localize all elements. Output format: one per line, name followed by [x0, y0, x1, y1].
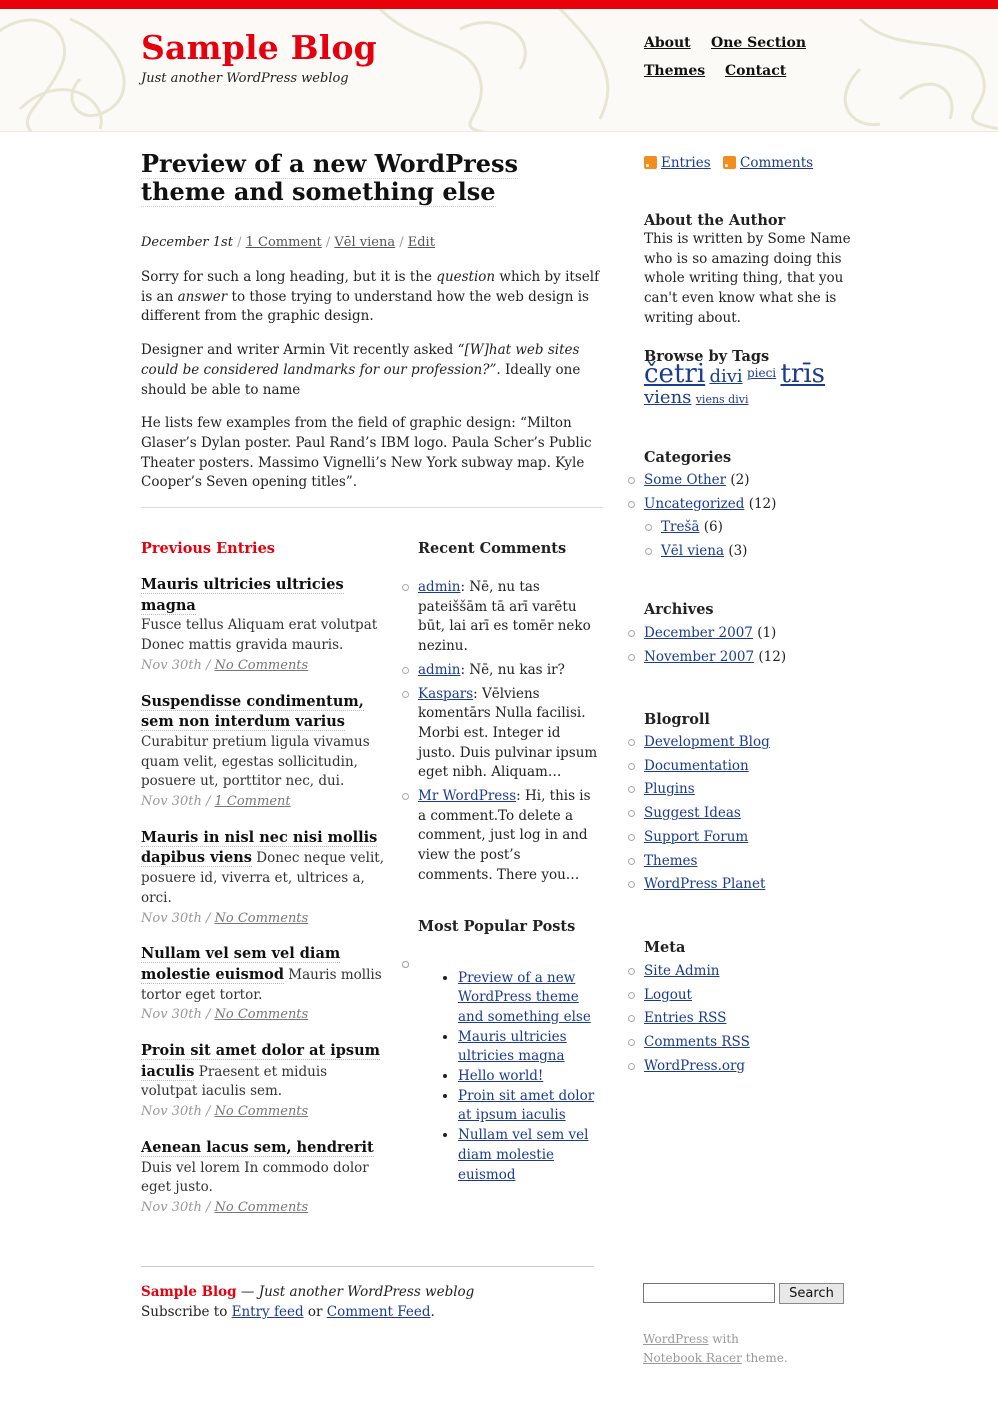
popular-post-link[interactable]: Mauris ultricies ultricies magna	[458, 1028, 567, 1065]
recent-comment	[418, 685, 598, 784]
post	[141, 150, 603, 206]
archive-link[interactable]: November 2007	[644, 648, 755, 665]
entry-feed-link[interactable]: Entry feed	[231, 1304, 304, 1320]
entry-excerpt: Curabitur pretium ligula vivamus quam velit, egestas sollicitudin, posuere ut, porttitor nec, dui.	[141, 733, 370, 790]
categories-list	[644, 471, 864, 566]
category-item: Vēl viena (3)	[644, 542, 864, 562]
previous-entry	[141, 1138, 385, 1218]
entry-date: Nov 30th	[141, 1199, 202, 1215]
meta-list	[644, 962, 864, 1081]
tag-link[interactable]: četri	[644, 359, 706, 389]
post-paragraph: He lists few examples from the field of graphic design: “Milton Glaser’s Dylan poster. Paul Rand’s IBM logo. Paula Scher’s Public Theater posters. Massimo Vignelli’s New York subway map. Kyle Cooper’s Seven opening titles”.	[141, 415, 592, 491]
post-date: December 1st	[141, 235, 233, 250]
archive-item: December 2007 (1)	[644, 624, 864, 644]
entry-comments-link[interactable]: 1 Comment	[214, 794, 291, 810]
comment-author-link[interactable]: admin	[418, 661, 461, 678]
footer-divider	[141, 1266, 594, 1267]
post-content	[141, 268, 603, 507]
blogroll-link[interactable]: Plugins	[644, 781, 695, 798]
entry-excerpt: Donec neque velit, posuere id, viverra et, ultrices a, orci.	[141, 850, 385, 906]
post-paragraph: Designer and writer Armin Vit recently asked “[W]hat web sites could be considered landmarks for our profession?”. Ideally one should be able to name	[141, 342, 581, 398]
nav-themes[interactable]: Themes	[644, 63, 706, 79]
entry-title-link[interactable]: Mauris ultricies ultricies magna	[141, 576, 344, 614]
tag-link[interactable]: trīs	[780, 359, 825, 389]
post-meta: December 1st / 1 Comment / Vēl viena / Edit	[141, 235, 435, 250]
archive-link[interactable]: December 2007	[644, 625, 753, 641]
blogroll-item	[644, 757, 864, 777]
archive-item: November 2007 (12)	[644, 648, 864, 668]
comment-feed-link[interactable]: Comment Feed	[326, 1304, 431, 1320]
popular-post-link[interactable]: Preview of a new WordPress theme and something else	[458, 969, 591, 1025]
tag-link[interactable]: pieci	[746, 366, 777, 380]
popular-posts-list	[418, 955, 598, 1199]
entry-title-link[interactable]: Suspendisse condimentum, sem non interdum varius	[141, 692, 364, 731]
entry-meta: Nov 30th / No Comments	[141, 1199, 309, 1215]
search-button[interactable]: Search	[779, 1283, 844, 1304]
tag-cloud	[644, 359, 844, 409]
entry-comments-link[interactable]: No Comments	[214, 910, 309, 926]
popular-post	[458, 1126, 598, 1185]
entry-comments-link[interactable]: No Comments	[214, 1199, 309, 1215]
recent-comments-list	[418, 578, 598, 890]
entry-date: Nov 30th	[141, 794, 202, 810]
archives-list	[644, 624, 864, 671]
blogroll-link[interactable]: Documentation	[644, 757, 749, 774]
blogroll-link[interactable]: Support Forum	[644, 828, 749, 845]
comment-text: : Vēlviens komentārs Nulla facilisi. Morbi est. Integer id justo. Duis pulvinar ipsum eget nibh. Aliquam…	[418, 685, 598, 781]
comments-feed-link[interactable]: Comments	[740, 155, 814, 171]
tags-heading: Browse by Tags	[644, 347, 770, 365]
meta-link[interactable]: Comments RSS	[644, 1034, 750, 1051]
blogroll-item	[644, 852, 864, 872]
nav-one-section[interactable]: One Section	[711, 35, 806, 51]
blogroll-link[interactable]: Development Blog	[644, 734, 770, 750]
comment-text: : Nē, nu tas pateiššām tā arī varētu būt, lai arī es tomēr neko nezinu.	[418, 579, 591, 655]
popular-posts-heading: Most Popular Posts	[418, 918, 576, 935]
previous-entries-list	[141, 575, 385, 1234]
category-link[interactable]: Vēl viena	[661, 543, 725, 560]
blogroll-item	[644, 828, 864, 848]
category-item: Uncategorized (12)	[644, 495, 864, 515]
entry-comments-link[interactable]: No Comments	[214, 1007, 309, 1023]
entry-comments-link[interactable]: No Comments	[214, 1104, 309, 1120]
meta-link[interactable]: Site Admin	[644, 963, 720, 979]
previous-entry	[141, 1041, 385, 1122]
meta-link[interactable]: Logout	[644, 986, 692, 1003]
entry-title-link[interactable]: Nullam vel sem vel diam molestie euismod	[141, 945, 341, 983]
top-red-bar	[0, 0, 998, 9]
entry-title-link[interactable]: Aenean lacus sem, hendrerit	[141, 1138, 374, 1156]
blogroll-list	[644, 733, 864, 899]
footer-blog-name: Sample Blog	[141, 1284, 237, 1300]
popular-post	[458, 969, 598, 1028]
header	[0, 9, 998, 132]
tag-link[interactable]: viens	[644, 387, 692, 408]
entry-date: Nov 30th	[141, 1104, 202, 1120]
comment-author-link[interactable]: Mr WordPress	[418, 788, 517, 805]
entries-feed[interactable]	[644, 155, 711, 171]
previous-entry	[141, 575, 385, 676]
archives-heading: Archives	[644, 600, 714, 618]
entry-comments-link[interactable]: No Comments	[214, 657, 309, 673]
divider	[141, 507, 603, 508]
entry-excerpt: Duis vel lorem In commodo dolor eget justo.	[141, 1159, 369, 1196]
meta-item	[644, 1033, 864, 1053]
entry-excerpt: Fusce tellus Aliquam erat volutpat Donec mattis gravida mauris.	[141, 617, 378, 654]
rss-icon	[723, 156, 736, 169]
entry-excerpt: Mauris mollis tortor eget tortor.	[141, 966, 382, 1003]
entry-date: Nov 30th	[141, 1007, 202, 1023]
meta-item	[644, 1009, 864, 1029]
rss-icon	[644, 156, 657, 169]
blogroll-link[interactable]: Themes	[644, 852, 698, 869]
meta-item	[644, 986, 864, 1006]
popular-post-link[interactable]: Nullam vel sem vel diam molestie euismod	[458, 1127, 589, 1183]
popular-post	[458, 1028, 598, 1067]
blogroll-link[interactable]: Suggest Ideas	[644, 805, 741, 822]
entry-meta: Nov 30th / No Comments	[141, 657, 309, 673]
meta-heading: Meta	[644, 938, 686, 956]
popular-post-link[interactable]: Proin sit amet dolor at ipsum iaculis	[458, 1087, 595, 1124]
entry-excerpt: Praesent et miduis volutpat iaculis sem.	[141, 1063, 328, 1100]
nav-contact[interactable]: Contact	[725, 63, 787, 79]
categories-heading: Categories	[644, 448, 732, 466]
comment-author-link[interactable]: Kaspars	[418, 685, 474, 702]
post-comments-link[interactable]: 1 Comment	[245, 235, 322, 250]
post-title[interactable]: Preview of a new WordPress theme and something else	[141, 149, 519, 206]
theme-credit-link[interactable]: Notebook Racer	[643, 1351, 742, 1365]
nav-about[interactable]: About	[644, 35, 691, 51]
recent-comments-heading: Recent Comments	[418, 540, 567, 557]
popular-post	[458, 1087, 598, 1126]
category-link[interactable]: Trešā	[661, 519, 700, 536]
site-tagline: Just another WordPress weblog	[141, 71, 349, 86]
category-link[interactable]: Uncategorized	[644, 495, 745, 512]
blogroll-item	[644, 875, 864, 895]
post-category-link[interactable]: Vēl viena	[334, 235, 396, 250]
comments-feed[interactable]	[723, 155, 813, 171]
blogroll-item	[644, 733, 864, 753]
entry-meta: Nov 30th / No Comments	[141, 1007, 309, 1023]
blogroll-item	[644, 780, 864, 800]
meta-link[interactable]: WordPress.org	[644, 1057, 746, 1074]
entry-date: Nov 30th	[141, 657, 202, 673]
blogroll-item	[644, 804, 864, 824]
blogroll-heading: Blogroll	[644, 710, 710, 728]
about-text: This is written by Some Name who is so amazing doing this whole writing thing, that you can't even know what she is writing about.	[644, 231, 851, 326]
tag-link[interactable]: viens divi	[695, 393, 749, 406]
previous-entries-heading: Previous Entries	[141, 540, 275, 557]
about-heading: About the Author	[644, 211, 786, 229]
site-title[interactable]: Sample Blog	[141, 28, 377, 67]
entry-meta: Nov 30th / No Comments	[141, 910, 309, 926]
entry-title-link[interactable]: Mauris in nisl nec nisi mollis dapibus viens	[141, 828, 378, 867]
footer-tagline: — Just another WordPress weblog	[236, 1284, 475, 1300]
popular-post-link[interactable]: Hello world!	[458, 1068, 544, 1085]
meta-item	[644, 962, 864, 982]
comment-text: : Nē, nu kas ir?	[460, 661, 565, 678]
recent-comment	[418, 578, 598, 657]
meta-link[interactable]: Entries RSS	[644, 1010, 727, 1027]
entries-feed-link[interactable]: Entries	[661, 155, 711, 171]
entry-title-link[interactable]: Proin sit amet dolor at ipsum iaculis	[141, 1042, 380, 1080]
popular-post	[458, 1067, 598, 1087]
blogroll-link[interactable]: WordPress Planet	[644, 876, 766, 893]
category-item: Some Other (2)	[644, 471, 864, 491]
comment-text: : Hi, this is a comment.To delete a comment, just log in and view the post’s comments. There you…	[418, 788, 591, 883]
wordpress-credit-link[interactable]: WordPress	[643, 1332, 709, 1346]
entry-date: Nov 30th	[141, 910, 202, 926]
entry-meta: Nov 30th / 1 Comment	[141, 794, 291, 810]
footer: Sample Blog — Just another WordPress weblog Subscribe to Entry feed or Comment Feed.	[141, 1284, 475, 1320]
category-link[interactable]: Some Other	[644, 472, 727, 488]
meta-item	[644, 1057, 864, 1077]
previous-entry	[141, 692, 385, 812]
recent-comment	[418, 787, 598, 886]
post-paragraph: Sorry for such a long heading, but it is the question which by itself is an answer to those trying to understand how the web design is different from the graphic design.	[141, 269, 600, 325]
theme-credit: WordPress with Notebook Racer theme.	[643, 1332, 788, 1365]
comment-author-link[interactable]: admin	[418, 579, 461, 595]
recent-comment	[418, 661, 598, 681]
post-edit-link[interactable]: Edit	[407, 235, 435, 250]
previous-entry	[141, 944, 385, 1025]
previous-entry	[141, 828, 385, 929]
search-input[interactable]	[643, 1283, 775, 1303]
tag-link[interactable]: divi	[709, 366, 743, 387]
entry-meta: Nov 30th / No Comments	[141, 1104, 309, 1120]
category-item: Trešā (6)	[644, 518, 864, 538]
